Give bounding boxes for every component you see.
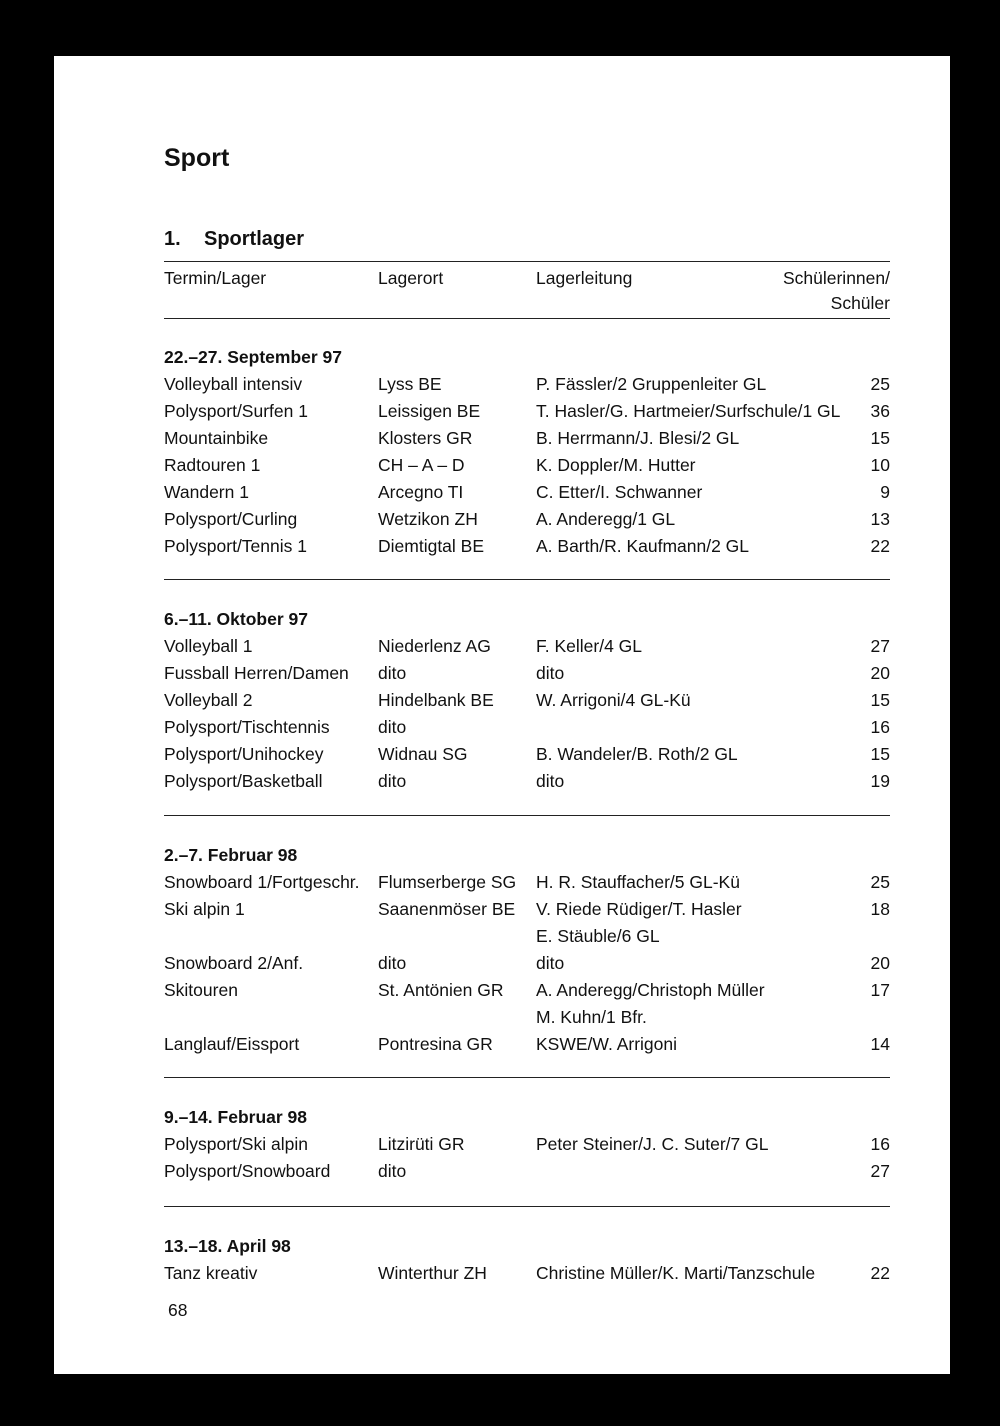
cell-lager: Wandern 1 bbox=[164, 482, 249, 502]
section-date: 22.–27. September 97 bbox=[164, 347, 343, 367]
cell-lagerort: Hindelbank BE bbox=[378, 690, 494, 710]
cell-anzahl: 10 bbox=[870, 455, 890, 475]
cell-lagerleitung: Peter Steiner/J. C. Suter/7 GL bbox=[536, 1134, 769, 1154]
cell-lager: Polysport/Surfen 1 bbox=[164, 401, 308, 421]
table-row bbox=[164, 741, 890, 768]
table-row bbox=[164, 479, 890, 506]
cell-lagerleitung: P. Fässler/2 Gruppenleiter GL bbox=[536, 374, 767, 394]
cell-lager: Volleyball 1 bbox=[164, 636, 253, 656]
cell-lagerleitung: W. Arrigoni/4 GL-Kü bbox=[536, 690, 691, 710]
cell-lagerort: Wetzikon ZH bbox=[378, 509, 478, 529]
cell-lagerort: Arcegno TI bbox=[378, 482, 464, 502]
section-divider bbox=[164, 815, 890, 816]
table-row bbox=[164, 687, 890, 714]
cell-lagerleitung: A. Anderegg/Christoph Müller bbox=[536, 980, 765, 1000]
table-row bbox=[164, 425, 890, 452]
cell-lagerleitung: C. Etter/I. Schwanner bbox=[536, 482, 703, 502]
header-termin: Termin/Lager bbox=[164, 268, 267, 288]
table-row bbox=[164, 896, 890, 923]
document-page bbox=[54, 56, 950, 1374]
cell-lagerleitung: dito bbox=[536, 663, 565, 683]
table-row bbox=[164, 1004, 890, 1031]
cell-lagerleitung: A. Anderegg/1 GL bbox=[536, 509, 676, 529]
cell-lager: Polysport/Unihockey bbox=[164, 744, 324, 764]
cell-lager: Fussball Herren/Damen bbox=[164, 663, 349, 683]
header-schueler bbox=[783, 266, 890, 316]
cell-lagerleitung: E. Stäuble/6 GL bbox=[536, 926, 660, 946]
cell-lagerort: Widnau SG bbox=[378, 744, 468, 764]
cell-lagerort: Lyss BE bbox=[378, 374, 442, 394]
cell-lagerort: dito bbox=[378, 663, 407, 683]
table-row bbox=[164, 977, 890, 1004]
table-row bbox=[164, 923, 890, 950]
cell-lagerleitung: K. Doppler/M. Hutter bbox=[536, 455, 696, 475]
cell-anzahl: 15 bbox=[870, 744, 890, 764]
date-section bbox=[164, 1104, 890, 1185]
section-date: 9.–14. Februar 98 bbox=[164, 1107, 307, 1127]
cell-lagerort: CH – A – D bbox=[378, 455, 465, 475]
cell-lagerort: Leissigen BE bbox=[378, 401, 481, 421]
section-date: 13.–18. April 98 bbox=[164, 1236, 291, 1256]
header-schueler-line1: Schülerinnen/ bbox=[782, 268, 890, 288]
table-row bbox=[164, 714, 890, 741]
cell-lager: Skitouren bbox=[164, 980, 238, 1000]
section-number: 1. bbox=[164, 228, 181, 250]
header-lagerort: Lagerort bbox=[378, 268, 444, 288]
cell-anzahl: 27 bbox=[870, 636, 890, 656]
cell-anzahl: 16 bbox=[870, 717, 890, 737]
cell-anzahl: 15 bbox=[870, 428, 890, 448]
table-row bbox=[164, 452, 890, 479]
section-date: 2.–7. Februar 98 bbox=[164, 845, 298, 865]
cell-lager: Polysport/Snowboard bbox=[164, 1161, 331, 1181]
cell-lager: Volleyball 2 bbox=[164, 690, 253, 710]
cell-anzahl: 20 bbox=[870, 953, 890, 973]
table-row bbox=[164, 768, 890, 795]
table-row bbox=[164, 1131, 890, 1158]
cell-lager: Mountainbike bbox=[164, 428, 269, 448]
cell-lager: Radtouren 1 bbox=[164, 455, 261, 475]
cell-lagerleitung: A. Barth/R. Kaufmann/2 GL bbox=[536, 536, 750, 556]
cell-lagerleitung: T. Hasler/G. Hartmeier/Surfschule/1 GL bbox=[536, 401, 841, 421]
cell-lagerort: Pontresina GR bbox=[378, 1034, 493, 1054]
header-lagerleitung: Lagerleitung bbox=[536, 268, 633, 288]
table-row bbox=[164, 533, 890, 560]
cell-anzahl: 15 bbox=[870, 690, 890, 710]
cell-anzahl: 19 bbox=[870, 771, 890, 791]
cell-anzahl: 22 bbox=[870, 536, 890, 556]
table-row bbox=[164, 1260, 890, 1287]
cell-lager: Polysport/Basketball bbox=[164, 771, 323, 791]
header-schueler-line2: Schüler bbox=[830, 293, 890, 313]
cell-anzahl: 13 bbox=[870, 509, 890, 529]
table-row bbox=[164, 950, 890, 977]
cell-lagerort: dito bbox=[378, 771, 407, 791]
cell-lagerort: Winterthur ZH bbox=[378, 1263, 487, 1283]
section-divider bbox=[164, 1077, 890, 1078]
table-row bbox=[164, 398, 890, 425]
cell-anzahl: 17 bbox=[870, 980, 890, 1000]
cell-lagerleitung: V. Riede Rüdiger/T. Hasler bbox=[536, 899, 742, 919]
cell-lager: Langlauf/Eissport bbox=[164, 1034, 300, 1054]
cell-lagerort: Klosters GR bbox=[378, 428, 473, 448]
section-heading bbox=[164, 228, 304, 251]
cell-anzahl: 14 bbox=[870, 1034, 890, 1054]
cell-lager: Polysport/Tischtennis bbox=[164, 717, 330, 737]
section-divider bbox=[164, 1206, 890, 1207]
cell-lager: Snowboard 1/Fortgeschr. bbox=[164, 872, 360, 892]
header-bottom-rule bbox=[164, 318, 890, 319]
cell-anzahl: 18 bbox=[870, 899, 890, 919]
cell-anzahl: 16 bbox=[870, 1134, 890, 1154]
cell-lagerleitung: M. Kuhn/1 Bfr. bbox=[536, 1007, 647, 1027]
cell-lagerort: Saanenmöser BE bbox=[378, 899, 516, 919]
cell-anzahl: 36 bbox=[870, 401, 890, 421]
header-top-rule bbox=[164, 261, 890, 262]
section-date: 6.–11. Oktober 97 bbox=[164, 609, 308, 629]
cell-anzahl: 25 bbox=[870, 872, 890, 892]
cell-lager: Polysport/Ski alpin bbox=[164, 1134, 308, 1154]
date-section bbox=[164, 344, 890, 560]
cell-lager: Ski alpin 1 bbox=[164, 899, 245, 919]
cell-anzahl: 22 bbox=[870, 1263, 890, 1283]
table-row bbox=[164, 1031, 890, 1058]
cell-lagerleitung: H. R. Stauffacher/5 GL-Kü bbox=[536, 872, 740, 892]
cell-lager: Tanz kreativ bbox=[164, 1263, 258, 1283]
cell-lagerleitung: F. Keller/4 GL bbox=[536, 636, 643, 656]
cell-lager: Polysport/Tennis 1 bbox=[164, 536, 307, 556]
cell-anzahl: 27 bbox=[870, 1161, 890, 1181]
date-section bbox=[164, 1233, 890, 1287]
cell-lager: Volleyball intensiv bbox=[164, 374, 303, 394]
cell-lagerort: dito bbox=[378, 953, 407, 973]
cell-lagerleitung: Christine Müller/K. Marti/Tanzschule bbox=[536, 1263, 816, 1283]
cell-lagerort: St. Antönien GR bbox=[378, 980, 504, 1000]
section-title: Sportlager bbox=[204, 228, 305, 250]
page-number: 68 bbox=[168, 1300, 188, 1320]
section-divider bbox=[164, 579, 890, 580]
table-row bbox=[164, 1158, 890, 1185]
table-row bbox=[164, 506, 890, 533]
cell-lagerleitung: B. Wandeler/B. Roth/2 GL bbox=[536, 744, 738, 764]
cell-lagerleitung: B. Herrmann/J. Blesi/2 GL bbox=[536, 428, 740, 448]
page-title: Sport bbox=[164, 144, 230, 172]
table-row bbox=[164, 869, 890, 896]
cell-lagerort: Diemtigtal BE bbox=[378, 536, 485, 556]
cell-anzahl: 25 bbox=[870, 374, 890, 394]
date-section bbox=[164, 606, 890, 795]
cell-lagerort: Litzirüti GR bbox=[378, 1134, 465, 1154]
cell-anzahl: 20 bbox=[870, 663, 890, 683]
cell-lager: Polysport/Curling bbox=[164, 509, 298, 529]
cell-lagerort: Flumserberge SG bbox=[378, 872, 517, 892]
table-row bbox=[164, 633, 890, 660]
table-row bbox=[164, 660, 890, 687]
cell-anzahl: 9 bbox=[880, 482, 890, 502]
cell-lagerort: dito bbox=[378, 717, 407, 737]
cell-lagerleitung: KSWE/W. Arrigoni bbox=[536, 1034, 678, 1054]
cell-lagerleitung: dito bbox=[536, 771, 565, 791]
date-section bbox=[164, 842, 890, 1058]
cell-lagerort: dito bbox=[378, 1161, 407, 1181]
cell-lagerort: Niederlenz AG bbox=[378, 636, 491, 656]
cell-lager: Snowboard 2/Anf. bbox=[164, 953, 304, 973]
cell-lagerleitung: dito bbox=[536, 953, 565, 973]
table-row bbox=[164, 371, 890, 398]
